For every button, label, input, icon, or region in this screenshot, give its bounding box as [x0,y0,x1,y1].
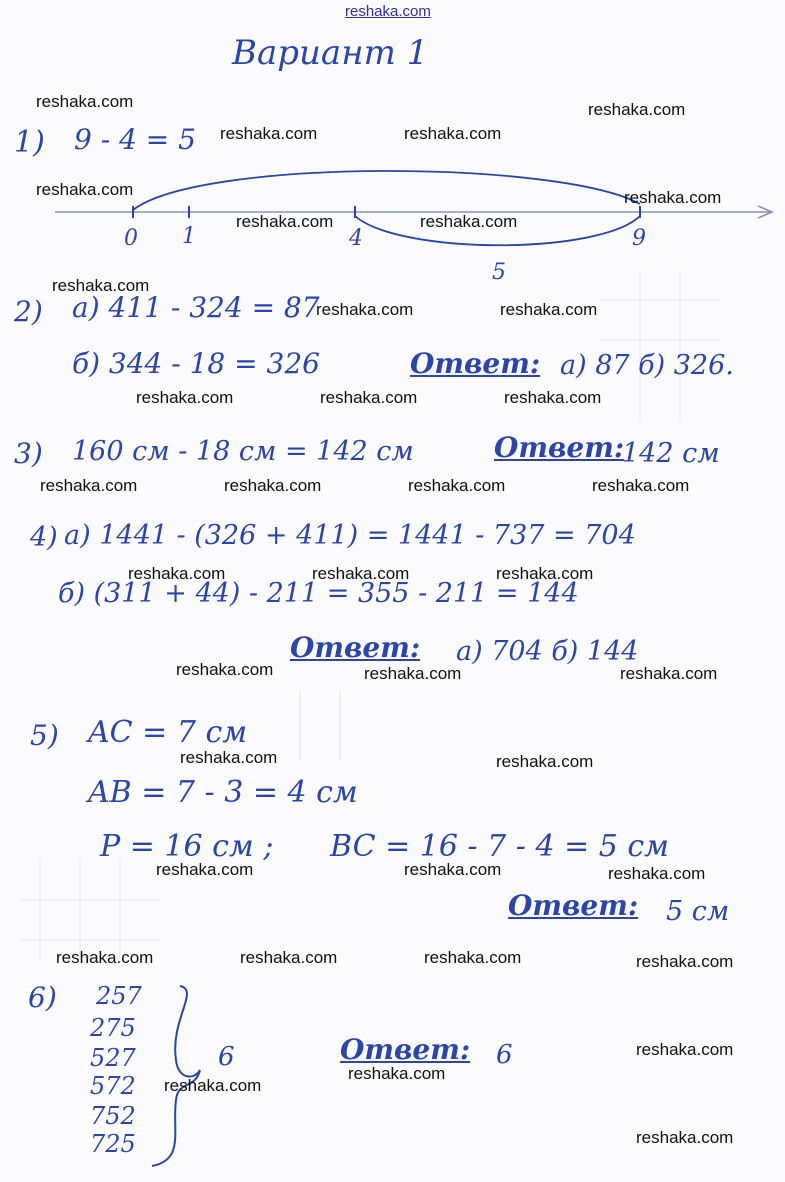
watermark: reshaka.com [588,100,686,119]
watermark: reshaka.com [624,188,722,207]
answer-label: Ответ: [508,889,639,922]
watermark: reshaka.com [52,276,150,295]
watermark: reshaka.com [224,476,322,495]
problem-1-expression: 9 - 4 = 5 [74,123,196,156]
watermark: reshaka.com [220,124,318,143]
problem-1-number: 1) [14,125,45,160]
problem-5-line-3a: P = 16 см ; [100,829,274,864]
watermark: reshaka.com [348,1064,446,1083]
problem-3-answer: 142 см [622,438,720,469]
page-title: Вариант 1 [232,33,429,73]
watermark: reshaka.com [316,300,414,319]
arc-0-to-9 [133,171,640,210]
problem-2-answer: а) 87 б) 326. [560,350,734,381]
watermark: reshaka.com [36,92,134,111]
watermark: reshaka.com [500,300,598,319]
watermark: reshaka.com [636,1040,734,1059]
problem-6-answer: 6 [496,1040,513,1070]
problem-3-line: 160 см - 18 см = 142 см [72,436,414,467]
watermark: reshaka.com [164,1076,262,1095]
number-item: 725 [90,1130,136,1158]
problem-6-count: 6 [218,1042,235,1072]
watermark: reshaka.com [496,564,594,583]
problem-5-line-2: AB = 7 - 3 = 4 см [88,775,358,810]
watermark: reshaka.com [320,388,418,407]
problem-6-number: 6) [28,981,57,1014]
watermark: reshaka.com [404,124,502,143]
number-item: 527 [90,1044,136,1072]
watermark: reshaka.com [128,564,226,583]
watermark: reshaka.com [180,748,278,767]
number-item: 572 [90,1072,136,1100]
watermark: reshaka.com [496,752,594,771]
problem-2-line-a: а) 411 - 324 = 87 [72,291,320,324]
watermark: reshaka.com [136,388,234,407]
watermark: reshaka.com [504,388,602,407]
problem-5-number: 5) [30,719,59,752]
axis-label-4: 4 [349,226,363,251]
watermark: reshaka.com [636,952,734,971]
watermark: reshaka.com [40,476,138,495]
problem-5-answer: 5 см [666,896,730,927]
answer-label: Ответ: [410,347,541,380]
watermark: reshaka.com [364,664,462,683]
watermark: reshaka.com [404,860,502,879]
problem-4-line-a: а) 1441 - (326 + 411) = 1441 - 737 = 704 [64,520,636,551]
watermark: reshaka.com [36,180,134,199]
watermark: reshaka.com [608,864,706,883]
watermark: reshaka.com [420,212,518,231]
watermark: reshaka.com [236,212,334,231]
number-item: 257 [96,982,142,1010]
watermark: reshaka.com [636,1128,734,1147]
watermark: reshaka.com [424,948,522,967]
watermark: reshaka.com [156,860,254,879]
axis-label-9: 9 [632,226,646,251]
watermark: reshaka.com [56,948,154,967]
curly-brace-icon [140,980,210,1170]
problem-2-number: 2) [14,295,43,328]
answer-label: Ответ: [340,1033,471,1066]
problem-4-line-b: б) (311 + 44) - 211 = 355 - 211 = 144 [58,578,579,609]
arc-length-label: 5 [492,260,506,285]
watermark: reshaka.com [592,476,690,495]
problem-3-number: 3) [14,437,43,470]
problem-4-number: 4) [30,522,58,553]
problem-5-line-1: AC = 7 см [88,715,248,750]
watermark: reshaka.com [176,660,274,679]
answer-label: Ответ: [494,431,625,464]
number-item: 275 [90,1014,136,1042]
problem-2-line-b: б) 344 - 18 = 326 [72,347,320,380]
axis-label-1: 1 [182,224,196,249]
answer-label: Ответ: [290,631,421,664]
watermark: reshaka.com [240,948,338,967]
axis-label-0: 0 [124,226,138,251]
site-header-link[interactable]: reshaka.com [345,3,431,20]
number-item: 752 [90,1102,136,1130]
problem-5-line-3b: BC = 16 - 7 - 4 = 5 см [330,829,670,864]
problem-4-answer: а) 704 б) 144 [456,636,639,667]
watermark: reshaka.com [312,564,410,583]
watermark: reshaka.com [620,664,718,683]
watermark: reshaka.com [408,476,506,495]
